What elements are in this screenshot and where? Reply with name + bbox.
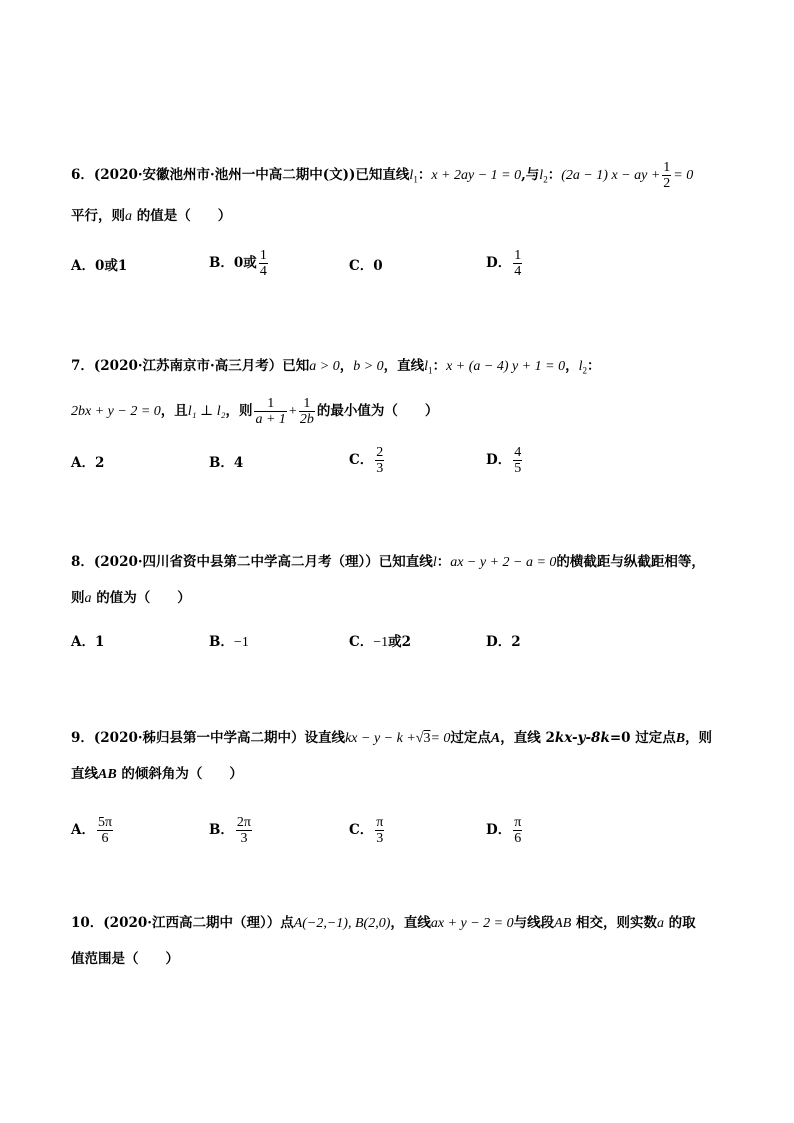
option-b[interactable]: B．0或 $\frac{1}{4}$	[209, 248, 267, 279]
question-10-stem: 10．(2020·江西高二期中（理））点A(−2,−1), B(2,0)，直线ax + y − 2 = 0与线段AB 相交，则实数a 的取	[71, 915, 696, 931]
question-7-stem: 7．(2020·江苏南京市·高三月考）已知a > 0，b > 0，直线$l_1$：x + (a − 4) y + 1 = 0，$l_2$：	[71, 358, 601, 376]
equation-line: kx − y − k +	[345, 731, 416, 746]
question-9-stem-line2: 直线AB 的倾斜角为（ ）	[71, 766, 243, 782]
fraction: $\frac{1}{2}$	[663, 160, 671, 191]
option-a[interactable]: A．0或1	[71, 258, 128, 274]
option-c[interactable]: C． $\frac{2}{3}$	[349, 445, 384, 476]
option-b[interactable]: B．4	[209, 455, 244, 471]
question-6-stem-line2: 平行，则a 的值是（ ）	[71, 208, 232, 224]
points: A(−2,−1), B(2,0)	[293, 916, 391, 931]
equation-l1: x + 2ay − 1 = 0	[431, 168, 522, 183]
option-d[interactable]: D． $\frac{1}{4}$	[486, 248, 522, 279]
question-8-stem-line2: 则a 的值为（ ）	[71, 590, 191, 606]
option-a[interactable]: A．2	[71, 455, 105, 471]
question-6-stem: 6．(2020·安徽池州市·池州一中高二期中(文))已知直线$l_1$：x + 2ay − 1 = 0,与$l_2$：(2a − 1) x − ay + $\frac{1}{2}$ = 0	[71, 160, 694, 191]
option-c[interactable]: C．−1或2	[349, 634, 412, 650]
equation-l: ax − y + 2 − a = 0	[450, 555, 557, 570]
option-d[interactable]: D．2	[486, 634, 521, 650]
equation-l1: x + (a − 4) y + 1 = 0	[446, 359, 566, 374]
option-a[interactable]: A．1	[71, 634, 105, 650]
option-b[interactable]: B．−1	[209, 634, 249, 650]
question-9-stem: 9．(2020·秭归县第一中学高二期中）设直线kx − y − k +√3= 0过定点A，直线 2kx-y-8k=0 过定点B，则	[71, 730, 713, 746]
equation-line: ax + y − 2 = 0	[430, 916, 514, 931]
question-10-stem-line2: 值范围是（ ）	[71, 951, 179, 967]
option-b[interactable]: B． $\frac{2\pi}{3}$	[209, 815, 251, 846]
option-d[interactable]: D． $\frac{4}{5}$	[486, 445, 522, 476]
option-d[interactable]: D． $\frac{\pi}{6}$	[486, 815, 522, 846]
fraction: $\frac{1}{2b}$	[299, 396, 314, 427]
option-a[interactable]: A． $\frac{5\pi}{6}$	[71, 815, 113, 846]
equation-l2: 2bx + y − 2 = 0	[71, 404, 161, 419]
question-7-stem-line2: 2bx + y − 2 = 0，且l₁ ⊥ l₂，则 $\frac{1}{a + 1}$ + $\frac{1}{2b}$ 的最小值为（ ）	[71, 396, 439, 427]
option-c[interactable]: C．0	[349, 258, 383, 274]
equation-l2: (2a − 1) x − ay +	[561, 168, 661, 183]
fraction: $\frac{1}{a + 1}$	[255, 396, 286, 427]
option-c[interactable]: C． $\frac{\pi}{3}$	[349, 815, 384, 846]
question-8-stem: 8．(2020·四川省资中县第二中学高二月考（理））已知直线l：ax − y + 2 − a = 0的横截距与纵截距相等，	[71, 554, 705, 570]
